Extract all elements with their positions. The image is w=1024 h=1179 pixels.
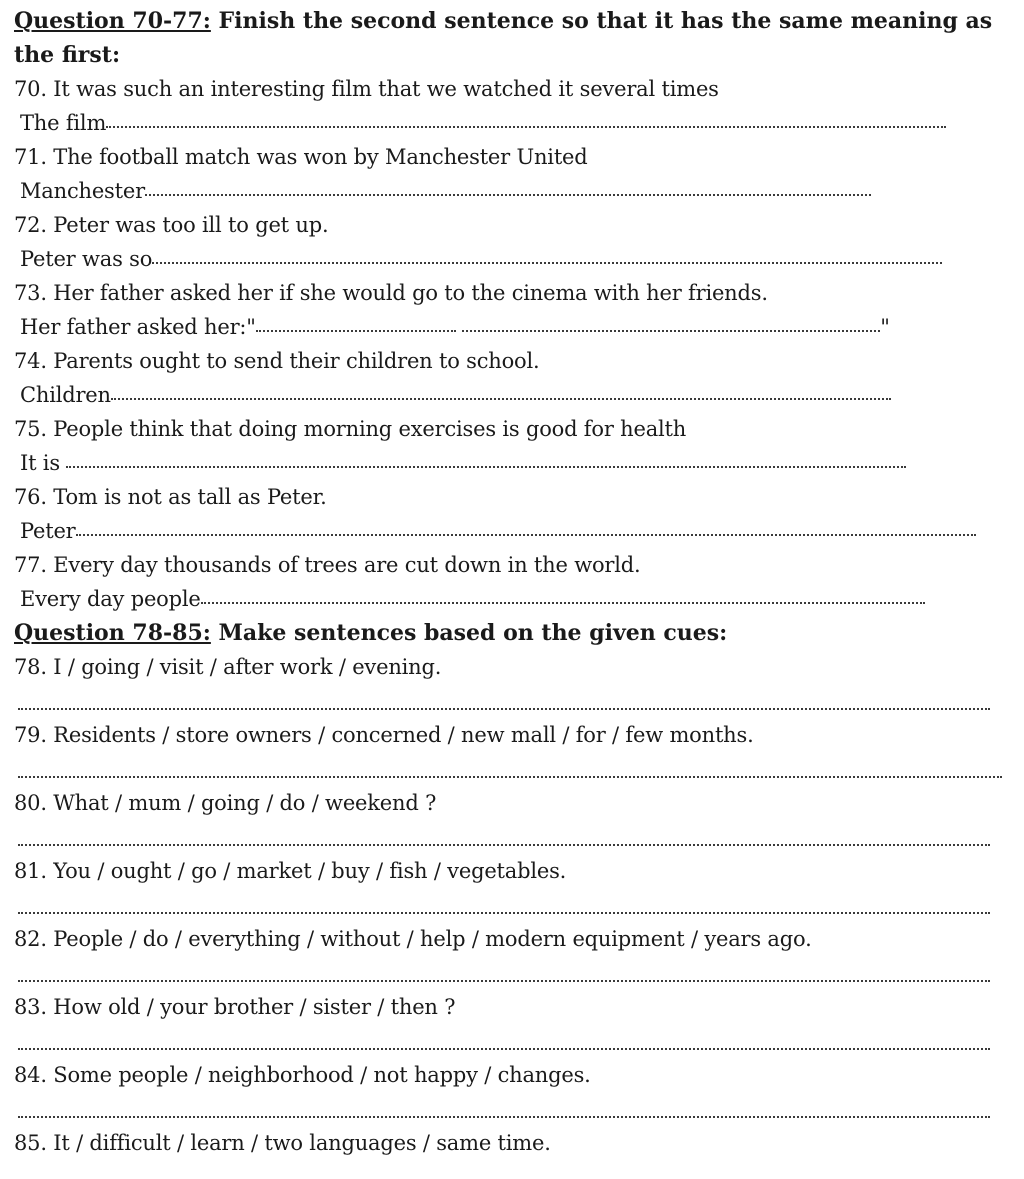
answer-line[interactable]: [14, 956, 1008, 990]
answer-line[interactable]: [14, 820, 1008, 854]
answer-start: Children: [20, 383, 111, 407]
dotted-answer-line[interactable]: [152, 258, 942, 264]
answer-line[interactable]: [14, 174, 1008, 208]
answer-line[interactable]: [14, 752, 1008, 786]
answer-end: ": [880, 315, 890, 339]
question-prompt: 77. Every day thousands of trees are cut down in the world.: [14, 553, 641, 577]
answer-start: Peter: [20, 519, 76, 543]
answer-start: It is: [20, 451, 67, 475]
dotted-answer-line[interactable]: [106, 122, 946, 128]
section1-instruction: Finish the second sentence so that it has the same meaning as the first:: [14, 8, 993, 68]
question-prompt: 80. What / mum / going / do / weekend ?: [14, 791, 437, 815]
answer-line[interactable]: [14, 684, 1008, 718]
answer-line[interactable]: [14, 446, 1008, 480]
section2-heading: [14, 616, 1008, 650]
dotted-answer-line[interactable]: [66, 462, 906, 468]
dotted-answer-line[interactable]: [256, 326, 456, 332]
answer-start: Her father asked her:": [20, 315, 256, 339]
dotted-answer-line[interactable]: [18, 708, 990, 710]
dotted-answer-line[interactable]: [111, 394, 891, 400]
section2-instruction: Make sentences based on the given cues:: [210, 620, 728, 646]
answer-line[interactable]: [14, 310, 1008, 344]
question-prompt: 74. Parents ought to send their children to school.: [14, 349, 540, 373]
dotted-answer-line[interactable]: [18, 844, 990, 846]
dotted-answer-line[interactable]: [76, 530, 976, 536]
question-prompt: 78. I / going / visit / after work / evening.: [14, 655, 442, 679]
answer-line[interactable]: [14, 378, 1008, 412]
dotted-answer-line[interactable]: [18, 1048, 990, 1050]
dotted-answer-line[interactable]: [18, 912, 990, 914]
answer-line[interactable]: [14, 582, 1008, 616]
dotted-answer-line[interactable]: [18, 776, 1002, 778]
question-prompt: 84. Some people / neighborhood / not happy / changes.: [14, 1063, 591, 1087]
dotted-answer-line[interactable]: [18, 980, 990, 982]
answer-start: Peter was so: [20, 247, 153, 271]
answer-start: The film: [20, 111, 107, 135]
question-prompt: 81. You / ought / go / market / buy / fish / vegetables.: [14, 859, 567, 883]
section1-label: Question 70-77:: [14, 8, 211, 34]
question-prompt: 76. Tom is not as tall as Peter.: [14, 485, 327, 509]
answer-line[interactable]: [14, 1092, 1008, 1126]
dotted-answer-line[interactable]: [145, 190, 871, 196]
answer-start: Manchester: [20, 179, 145, 203]
answer-line[interactable]: [14, 514, 1008, 548]
question-prompt: 79. Residents / store owners / concerned / new mall / for / few months.: [14, 723, 754, 747]
question-prompt: 83. How old / your brother / sister / then ?: [14, 995, 456, 1019]
question-prompt: 85. It / difficult / learn / two languages / same time.: [14, 1131, 551, 1155]
question-prompt: 71. The football match was won by Manchester United: [14, 145, 588, 169]
question-prompt: 70. It was such an interesting film that we watched it several times: [14, 77, 719, 101]
dotted-answer-line[interactable]: [18, 1116, 990, 1118]
question-prompt: 82. People / do / everything / without / help / modern equipment / years ago.: [14, 927, 812, 951]
worksheet: [14, 4, 1008, 1160]
section1-heading: [14, 4, 1008, 72]
question-prompt: 73. Her father asked her if she would go to the cinema with her friends.: [14, 281, 768, 305]
question-prompt: 75. People think that doing morning exercises is good for health: [14, 417, 687, 441]
section2-label: Question 78-85:: [14, 620, 211, 646]
answer-line[interactable]: [14, 106, 1008, 140]
answer-line[interactable]: [14, 242, 1008, 276]
dotted-answer-line[interactable]: [462, 326, 880, 332]
question-prompt: 72. Peter was too ill to get up.: [14, 213, 329, 237]
answer-start: Every day people: [20, 587, 201, 611]
answer-line[interactable]: [14, 1024, 1008, 1058]
dotted-answer-line[interactable]: [201, 598, 925, 604]
answer-line[interactable]: [14, 888, 1008, 922]
